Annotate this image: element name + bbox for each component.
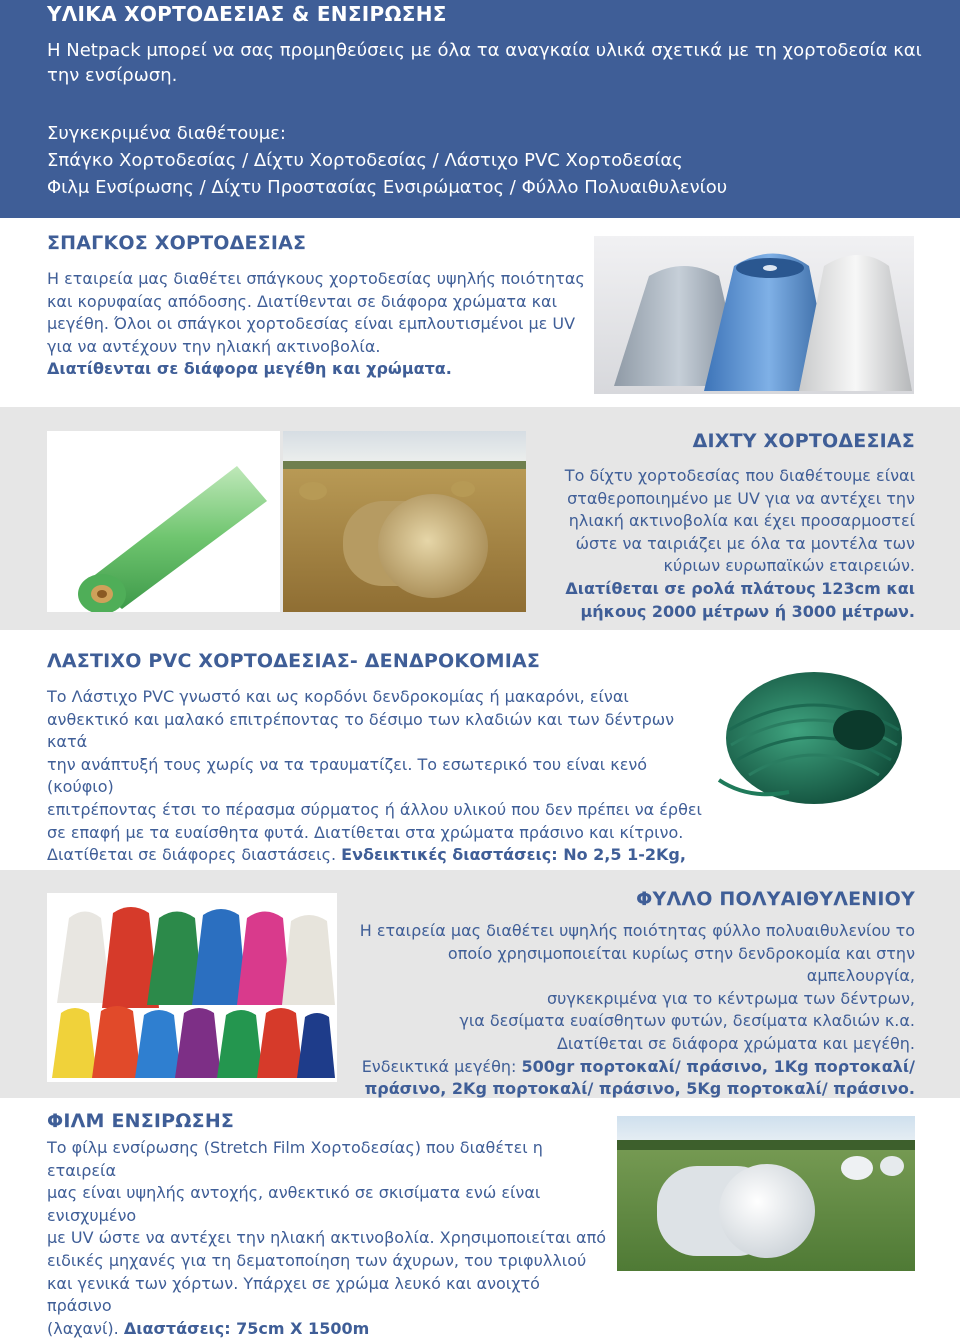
net-highlight: Διατίθεται σε ρολά πλάτους 123cm και	[565, 578, 915, 598]
pvc-sizes-bold: Ενδεικτικές διαστάσεις: Νο 2,5 1-2Kg,	[341, 845, 686, 865]
net-title: ΔΙΧΤΥ ΧΟΡΤΟΔΕΣΙΑΣ	[692, 430, 915, 452]
sheet-line: συγκεκριμένα για το κέντρωμα των δέντρων,	[546, 988, 915, 1008]
film-dimensions: Διαστάσεις: 75cm X 1500m	[123, 1318, 370, 1338]
net-line: σταθεροποιημένο με UV για να αντέχει την	[567, 488, 915, 508]
twine-line: μεγέθη. Όλοι οι σπάγκοι χορτοδεσίας είναι εμπλουτισμένοι με UV	[47, 314, 576, 334]
pvc-coil-photo	[709, 660, 915, 810]
hay-bale-photo	[283, 431, 526, 612]
offer-line: Συγκεκριμένα διαθέτουμε:	[47, 123, 286, 144]
film-line: με UV ώστε να αντέχει την ηλιακή ακτινοβολία. Χρησιμοποιείται από	[47, 1228, 606, 1248]
film-title: ΦΙΛΜ ΕΝΣΙΡΩΣΗΣ	[47, 1110, 235, 1132]
twine-description	[47, 268, 587, 381]
film-line: Το φίλμ ενσίρωσης (Stretch Film Χορτοδεσίας) που διαθέτει η εταιρεία	[47, 1138, 543, 1180]
twine-title: ΣΠΑΓΚΟΣ ΧΟΡΤΟΔΕΣΙΑΣ	[47, 232, 307, 254]
sheet-sizes-label: Ενδεικτικά μεγέθη:	[361, 1056, 517, 1076]
sheet-description	[345, 920, 915, 1101]
pvc-line	[47, 844, 707, 867]
net-description	[540, 465, 915, 623]
film-description	[47, 1137, 607, 1340]
sheet-line: για δεσίματα ευαίσθητων φυτών, δεσίματα κλαδιών κ.α.	[459, 1011, 915, 1031]
pvc-line: την ανάπτυξή τους χωρίς να τα τραυματίζει. Το εσωτερικό του είναι κενό (κούφιο)	[47, 754, 648, 797]
film-line: ειδικές μηχανές για τη δεματοποίηση των άχυρων, του τριφυλλιού	[47, 1250, 587, 1270]
pvc-title: ΛΑΣΤΙΧΟ PVC ΧΟΡΤΟΔΕΣΙΑΣ- ΔΕΝΔΡΟΚΟΜΙΑΣ	[47, 650, 541, 672]
film-line: και γενικά των χόρτων. Υπάρχει σε χρώμα λευκό και ανοιχτό πράσινο	[47, 1273, 540, 1316]
film-color-note: (λαχανί).	[47, 1318, 119, 1338]
pvc-line: Το Λάστιχο PVC γνωστό και ως κορδόνι δενδροκομίας ή μακαρόνι, είναι	[47, 687, 629, 706]
twine-line: και κορυφαίας απόδοσης. Διατίθενται σε διάφορα χρώματα και	[47, 291, 557, 311]
twine-line: για να αντέχουν την ηλιακή ακτινοβολία.	[47, 336, 381, 356]
twine-spools-photo	[594, 236, 914, 394]
header-banner	[0, 0, 960, 218]
net-line: Το δίχτυ χορτοδεσίας που διαθέτουμε είναι	[564, 466, 915, 485]
offer-line: Φιλμ Ενσίρωσης / Δίχτυ Προστασίας Ενσιρώματος / Φύλλο Πολυαιθυλενίου	[47, 177, 728, 198]
film-line: μας είναι υψηλής αντοχής, ανθεκτικό σε σκισίματα ενώ είναι ενισχυμένο	[47, 1183, 541, 1225]
offer-list	[47, 120, 927, 201]
plastic-spools-photo	[47, 893, 337, 1082]
pvc-line: ανθεκτικό και μαλακό επιτρέποντας το δέσιμο των κλαδιών και των δέντρων κατά	[47, 709, 675, 752]
wrapped-bales-photo	[617, 1116, 915, 1271]
intro-text: Η Netpack μπορεί να σας προμηθεύσεις με όλα τα αναγκαία υλικά σχετικά με τη χορτοδεσία και την ενσίρωση.	[47, 40, 922, 86]
sheet-sizes-line: πράσινο, 2Kg πορτοκαλί/ πράσινο, 5Kg πορτοκαλί/ πράσινο.	[364, 1079, 915, 1099]
twine-line: Η εταιρεία μας διαθέτει σπάγκους χορτοδεσίας υψηλής ποιότητας	[47, 269, 585, 288]
net-line: ώστε να ταιριάζει με όλα τα μοντέλα των	[575, 533, 915, 553]
page-title: ΥΛΙΚΑ ΧΟΡΤΟΔΕΣΙΑΣ & ΕΝΣΙΡΩΣΗΣ	[47, 2, 447, 26]
net-line: ηλιακή ακτινοβολία και έχει προσαρμοστεί	[568, 511, 915, 531]
net-line: κύριων ευρωπαϊκών εταιρειών.	[663, 556, 915, 576]
pvc-line: σε επαφή με τα ευαίσθητα φυτά. Διατίθεται στα χρώματα πράσινο και κίτρινο.	[47, 822, 684, 842]
sheet-line	[345, 1056, 915, 1079]
sheet-sizes-bold: 500gr πορτοκαλί/ πράσινο, 1Kg πορτοκαλί/	[521, 1056, 915, 1076]
pvc-description	[47, 686, 707, 889]
sheet-line: Διατίθεται σε διάφορα χρώματα και μεγέθη.	[556, 1033, 915, 1053]
sheet-line: οποίο χρησιμοποιείται κυρίως στην δενδροκομία και στην αμπελουργία,	[447, 943, 915, 986]
sheet-title: ΦΥΛΛΟ ΠΟΛΥΑΙΘΥΛΕΝΙΟΥ	[636, 888, 915, 910]
offer-line: Σπάγκο Χορτοδεσίας / Δίχτυ Χορτοδεσίας / Λάστιχο PVC Χορτοδεσίας	[47, 150, 683, 171]
pvc-sizes-note: Διατίθεται σε διάφορες διαστάσεις.	[47, 845, 337, 865]
sheet-line: Η εταιρεία μας διαθέτει υψηλής ποιότητας φύλλο πολυαιθυλενίου το	[359, 921, 915, 940]
pvc-line: επιτρέποντας έτσι το πέρασμα σύρματος ή άλλου υλικού που δεν πρέπει να έρθει	[47, 799, 702, 819]
film-line	[47, 1318, 607, 1340]
twine-highlight: Διατίθενται σε διάφορα μεγέθη και χρώματα.	[47, 359, 452, 379]
net-roll-photo	[47, 431, 280, 612]
net-highlight: μήκους 2000 μέτρων ή 3000 μέτρων.	[580, 601, 915, 621]
